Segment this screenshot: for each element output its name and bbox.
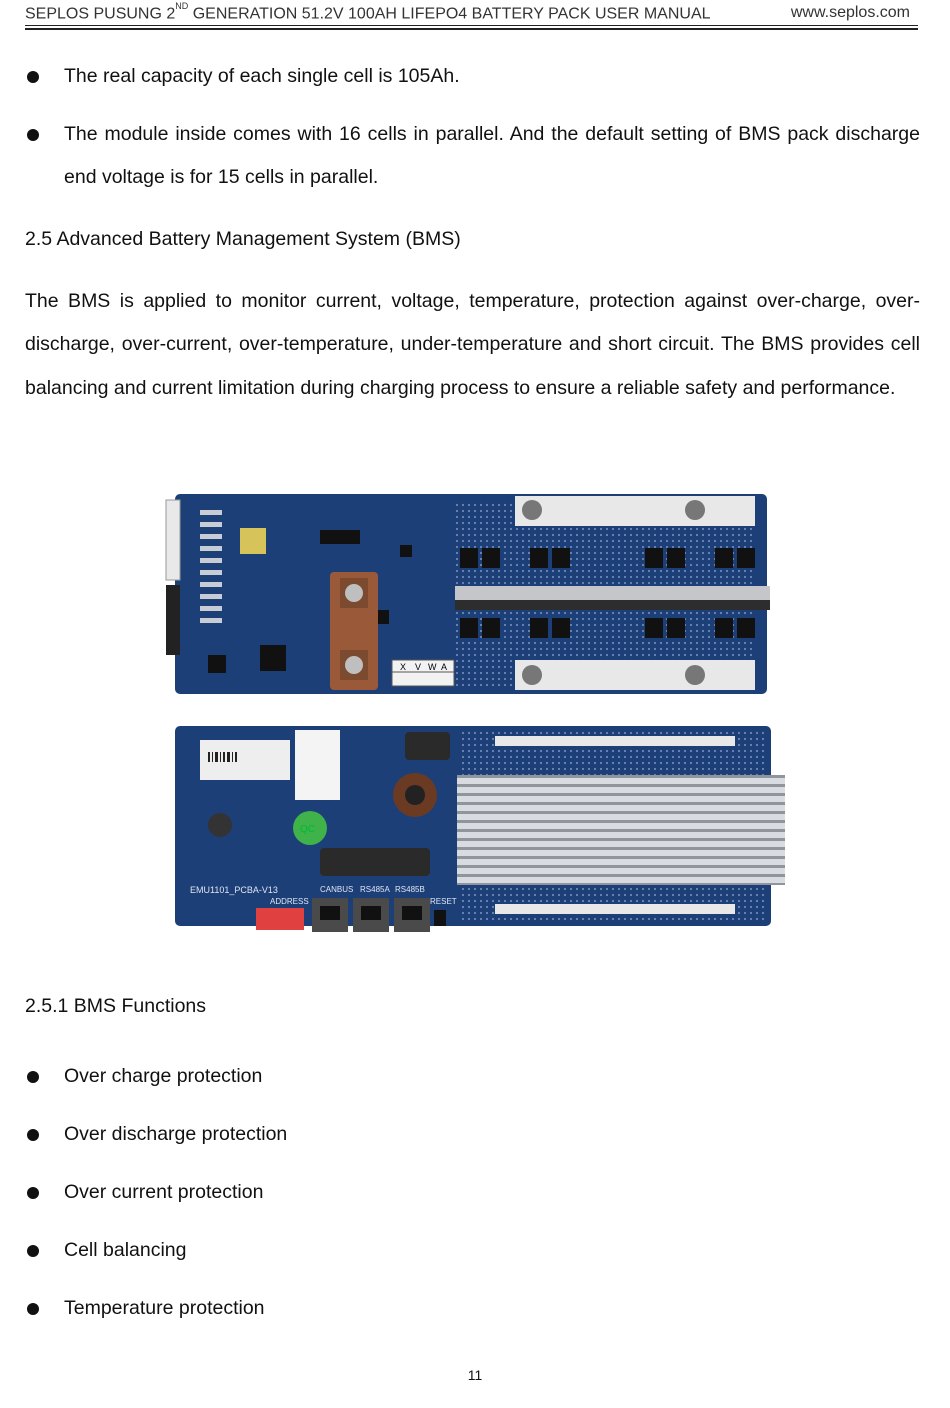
header-rule-thick [25,28,918,30]
list-item: Over current protection [25,1171,920,1214]
bullet-icon [27,71,39,83]
subsection-heading: 2.5.1 BMS Functions [25,995,207,1017]
bms-top-board [166,494,770,694]
indicator-label [392,660,454,686]
bms-bottom-board [175,726,785,932]
section-paragraph: The BMS is applied to monitor current, voltage, temperature, protection against over-charge, over-discharge, over-current, over-temperature, under-temperature and short circuit. The BMS provides cell balancing and current limitation during charging process to ensure a reliable safety and performance. [25,290,920,399]
page-header [25,2,918,24]
indicator-header: A [441,662,448,672]
header-rule [25,25,918,26]
indicator-header: X [400,662,407,672]
section-heading: 2.5 Advanced Battery Management System (BMS) [25,228,461,250]
bullet-icon [27,1071,39,1083]
list-item: Temperature protection [25,1287,920,1330]
reset-label: RESET [430,897,457,906]
bullet-icon [27,1129,39,1141]
port-label: CANBUS [320,885,354,894]
port-label: RS485A [360,885,390,894]
document-title: SEPLOS PUSUNG 2ND GENERATION 51.2V 100AH LIFEPO4 BATTERY PACK USER MANUAL [25,1,711,23]
bullet-icon [27,129,39,141]
bullet-icon [27,1303,39,1315]
qc-label: QC [300,824,315,835]
indicator-header: W [428,662,437,672]
board-model-label: EMU1101_PCBA-V13 [190,885,278,895]
list-item: Over charge protection [25,1055,920,1098]
bullet-icon [27,1245,39,1257]
bms-board-photo [160,490,790,940]
list-item: The real capacity of each single cell is 105Ah. [25,55,920,98]
list-item: Cell balancing [25,1229,920,1272]
bullet-icon [27,1187,39,1199]
list-item: Over discharge protection [25,1113,920,1156]
indicator-header: V [415,662,422,672]
address-label: ADDRESS [270,897,309,906]
list-item: The module inside comes with 16 cells in parallel. And the default setting of BMS pack discharge end voltage is for 15 cells in parallel. [25,113,920,199]
page-number: 11 [467,1367,483,1383]
port-label: RS485B [395,885,425,894]
website-url: www.seplos.com [790,4,910,21]
